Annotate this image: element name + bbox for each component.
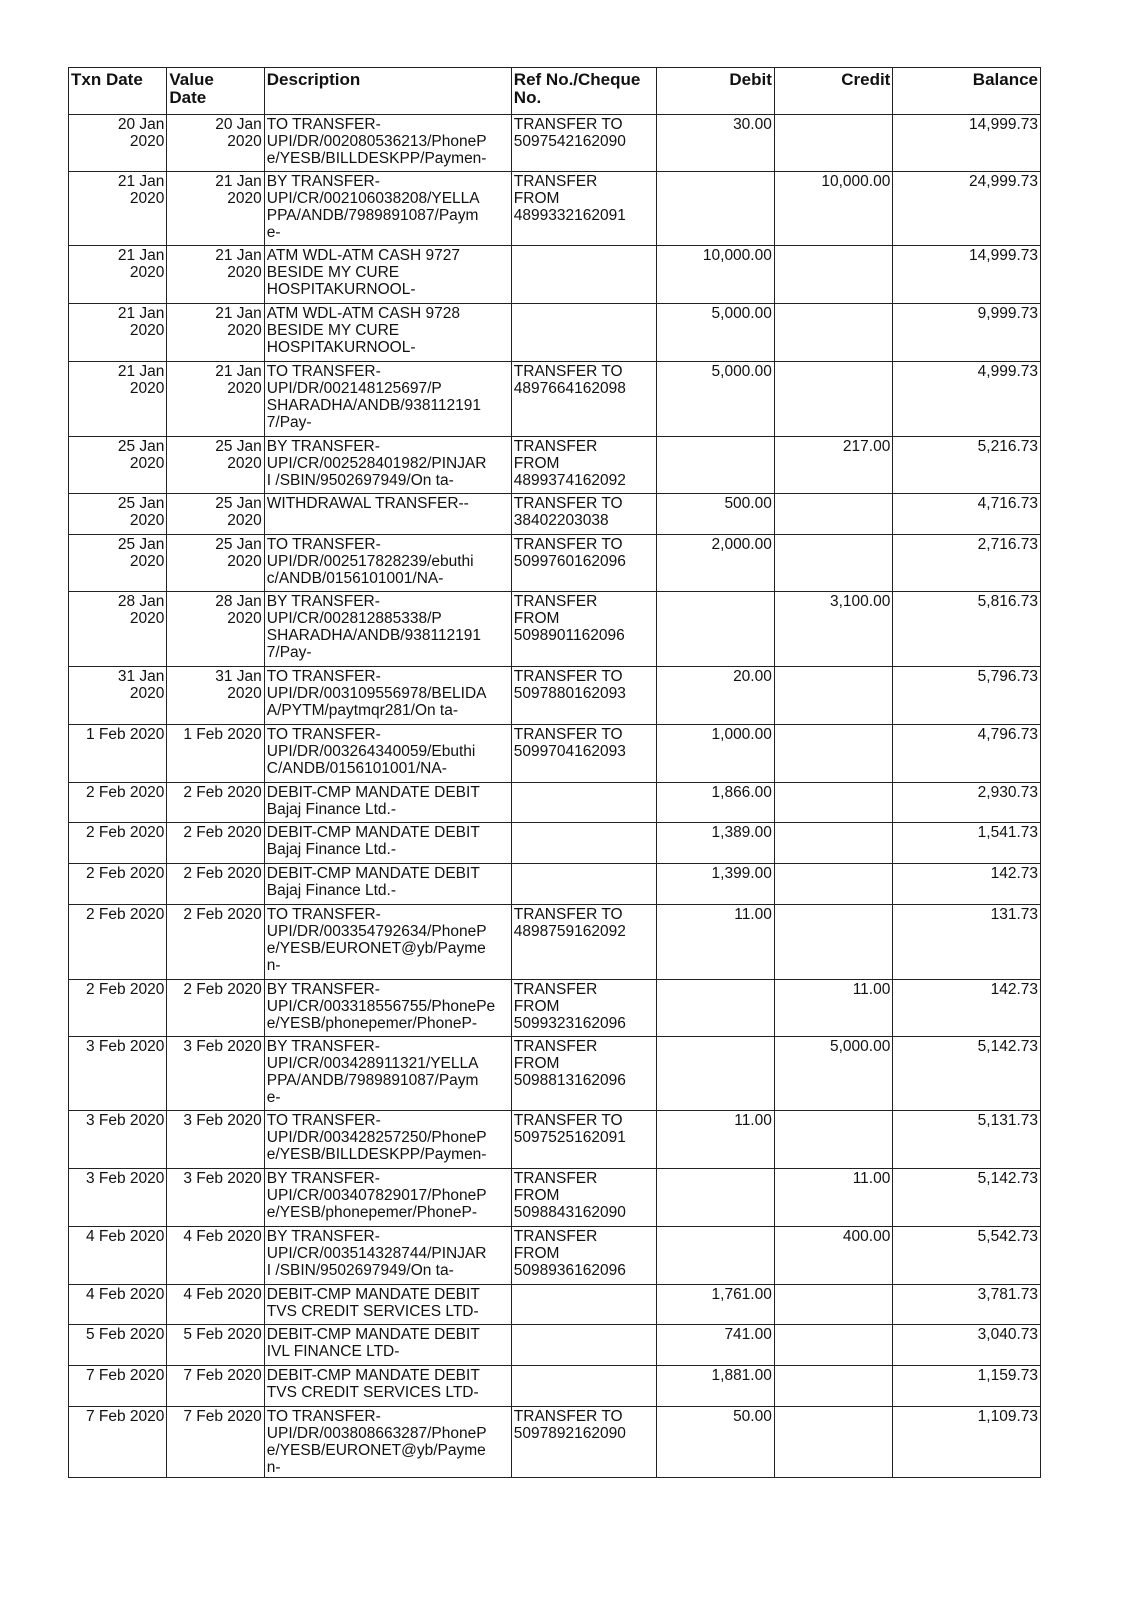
- value-date-cell: 2 Feb 2020: [167, 823, 264, 864]
- table-row: [69, 172, 1041, 246]
- credit-cell: [774, 494, 892, 535]
- balance-cell: 4,999.73: [893, 362, 1041, 437]
- credit-cell: [774, 362, 892, 437]
- value-date-cell: 28 Jan 2020: [167, 592, 264, 667]
- ref-no-cell: [511, 864, 657, 905]
- debit-cell: 11.00: [657, 905, 774, 980]
- debit-cell: 1,761.00: [657, 1285, 774, 1325]
- table-row: [69, 437, 1041, 494]
- balance-cell: 5,816.73: [893, 592, 1041, 667]
- header-description: Description: [264, 68, 511, 115]
- table-row: [69, 667, 1041, 725]
- value-date-cell: 21 Jan 2020: [167, 246, 264, 304]
- description-cell: DEBIT-CMP MANDATE DEBIT Bajaj Finance Ltd.-: [264, 864, 511, 905]
- table-row: [69, 783, 1041, 823]
- ref-no-cell: TRANSFER TO 4897664162098: [511, 362, 657, 437]
- debit-cell: [657, 1227, 774, 1285]
- value-date-cell: 4 Feb 2020: [167, 1285, 264, 1325]
- header-debit: Debit: [657, 68, 774, 115]
- credit-cell: 400.00: [774, 1227, 892, 1285]
- description-cell: BY TRANSFER- UPI/CR/003407829017/PhoneP e/YESB/phonepemer/PhoneP-: [264, 1169, 511, 1227]
- description-cell: WITHDRAWAL TRANSFER--: [264, 494, 511, 535]
- credit-cell: [774, 304, 892, 362]
- balance-cell: 14,999.73: [893, 246, 1041, 304]
- value-date-cell: 4 Feb 2020: [167, 1227, 264, 1285]
- txn-date-cell: 21 Jan 2020: [69, 362, 167, 437]
- table-row: [69, 864, 1041, 905]
- ref-no-cell: TRANSFER FROM 4899332162091: [511, 172, 657, 246]
- header-row: [69, 68, 1041, 115]
- txn-date-cell: 25 Jan 2020: [69, 535, 167, 592]
- txn-date-cell: 31 Jan 2020: [69, 667, 167, 725]
- table-row: [69, 725, 1041, 783]
- ref-no-cell: [511, 823, 657, 864]
- balance-cell: 5,131.73: [893, 1111, 1041, 1169]
- credit-cell: [774, 905, 892, 980]
- debit-cell: [657, 980, 774, 1037]
- balance-cell: 24,999.73: [893, 172, 1041, 246]
- description-cell: BY TRANSFER- UPI/CR/003514328744/PINJAR I /SBIN/9502697949/On ta-: [264, 1227, 511, 1285]
- value-date-cell: 21 Jan 2020: [167, 362, 264, 437]
- balance-cell: 3,040.73: [893, 1325, 1041, 1366]
- ref-no-cell: TRANSFER TO 38402203038: [511, 494, 657, 535]
- description-cell: TO TRANSFER- UPI/DR/003808663287/PhoneP e/YESB/EURONET@yb/Payme n-: [264, 1407, 511, 1478]
- value-date-cell: 2 Feb 2020: [167, 905, 264, 980]
- txn-date-cell: 21 Jan 2020: [69, 172, 167, 246]
- balance-cell: 14,999.73: [893, 115, 1041, 172]
- debit-cell: 10,000.00: [657, 246, 774, 304]
- ref-no-cell: [511, 783, 657, 823]
- value-date-cell: 31 Jan 2020: [167, 667, 264, 725]
- value-date-cell: 2 Feb 2020: [167, 864, 264, 905]
- value-date-cell: 25 Jan 2020: [167, 437, 264, 494]
- description-cell: BY TRANSFER- UPI/CR/003318556755/PhonePe e/YESB/phonepemer/PhoneP-: [264, 980, 511, 1037]
- credit-cell: [774, 823, 892, 864]
- debit-cell: 1,866.00: [657, 783, 774, 823]
- description-cell: DEBIT-CMP MANDATE DEBIT TVS CREDIT SERVICES LTD-: [264, 1285, 511, 1325]
- txn-date-cell: 25 Jan 2020: [69, 437, 167, 494]
- description-cell: ATM WDL-ATM CASH 9728 BESIDE MY CURE HOSPITAKURNOOL-: [264, 304, 511, 362]
- ref-no-cell: TRANSFER TO 5097892162090: [511, 1407, 657, 1478]
- value-date-cell: 2 Feb 2020: [167, 980, 264, 1037]
- header-balance: Balance: [893, 68, 1041, 115]
- header-value-date: Value Date: [167, 68, 264, 115]
- balance-cell: 5,542.73: [893, 1227, 1041, 1285]
- debit-cell: 500.00: [657, 494, 774, 535]
- value-date-cell: 5 Feb 2020: [167, 1325, 264, 1366]
- header-txn-date: Txn Date: [69, 68, 167, 115]
- table-row: [69, 1111, 1041, 1169]
- ref-no-cell: TRANSFER FROM 5098936162096: [511, 1227, 657, 1285]
- credit-cell: [774, 667, 892, 725]
- table-row: [69, 362, 1041, 437]
- description-cell: TO TRANSFER- UPI/DR/002080536213/PhoneP e/YESB/BILLDESKPP/Paymen-: [264, 115, 511, 172]
- debit-cell: 50.00: [657, 1407, 774, 1478]
- table-row: [69, 115, 1041, 172]
- debit-cell: 11.00: [657, 1111, 774, 1169]
- txn-date-cell: 4 Feb 2020: [69, 1285, 167, 1325]
- table-row: [69, 304, 1041, 362]
- debit-cell: [657, 1037, 774, 1111]
- balance-cell: 142.73: [893, 864, 1041, 905]
- balance-cell: 1,109.73: [893, 1407, 1041, 1478]
- balance-cell: 4,716.73: [893, 494, 1041, 535]
- debit-cell: 1,399.00: [657, 864, 774, 905]
- ref-no-cell: [511, 1325, 657, 1366]
- debit-cell: [657, 437, 774, 494]
- debit-cell: 2,000.00: [657, 535, 774, 592]
- credit-cell: [774, 1407, 892, 1478]
- value-date-cell: 2 Feb 2020: [167, 783, 264, 823]
- description-cell: DEBIT-CMP MANDATE DEBIT TVS CREDIT SERVICES LTD-: [264, 1366, 511, 1407]
- statement-body: [69, 115, 1041, 1478]
- balance-cell: 131.73: [893, 905, 1041, 980]
- txn-date-cell: 28 Jan 2020: [69, 592, 167, 667]
- credit-cell: 11.00: [774, 980, 892, 1037]
- ref-no-cell: TRANSFER TO 5099704162093: [511, 725, 657, 783]
- balance-cell: 2,716.73: [893, 535, 1041, 592]
- description-cell: DEBIT-CMP MANDATE DEBIT Bajaj Finance Ltd.-: [264, 783, 511, 823]
- value-date-cell: 25 Jan 2020: [167, 494, 264, 535]
- description-cell: TO TRANSFER- UPI/DR/003428257250/PhoneP e/YESB/BILLDESKPP/Paymen-: [264, 1111, 511, 1169]
- description-cell: TO TRANSFER- UPI/DR/003109556978/BELIDA A/PYTM/paytmqr281/On ta-: [264, 667, 511, 725]
- table-row: [69, 905, 1041, 980]
- table-row: [69, 246, 1041, 304]
- table-row: [69, 1285, 1041, 1325]
- credit-cell: [774, 783, 892, 823]
- txn-date-cell: 3 Feb 2020: [69, 1037, 167, 1111]
- description-cell: TO TRANSFER- UPI/DR/003354792634/PhoneP e/YESB/EURONET@yb/Payme n-: [264, 905, 511, 980]
- txn-date-cell: 3 Feb 2020: [69, 1169, 167, 1227]
- ref-no-cell: TRANSFER FROM 4899374162092: [511, 437, 657, 494]
- table-row: [69, 823, 1041, 864]
- value-date-cell: 3 Feb 2020: [167, 1169, 264, 1227]
- value-date-cell: 21 Jan 2020: [167, 304, 264, 362]
- ref-no-cell: TRANSFER TO 5097880162093: [511, 667, 657, 725]
- txn-date-cell: 7 Feb 2020: [69, 1366, 167, 1407]
- credit-cell: [774, 115, 892, 172]
- credit-cell: 5,000.00: [774, 1037, 892, 1111]
- table-row: [69, 592, 1041, 667]
- description-cell: BY TRANSFER- UPI/CR/002528401982/PINJAR I /SBIN/9502697949/On ta-: [264, 437, 511, 494]
- credit-cell: [774, 1285, 892, 1325]
- credit-cell: [774, 246, 892, 304]
- ref-no-cell: TRANSFER FROM 5099323162096: [511, 980, 657, 1037]
- credit-cell: [774, 1366, 892, 1407]
- balance-cell: 9,999.73: [893, 304, 1041, 362]
- debit-cell: 5,000.00: [657, 362, 774, 437]
- balance-cell: 1,159.73: [893, 1366, 1041, 1407]
- balance-cell: 3,781.73: [893, 1285, 1041, 1325]
- balance-cell: 5,216.73: [893, 437, 1041, 494]
- txn-date-cell: 2 Feb 2020: [69, 864, 167, 905]
- value-date-cell: 3 Feb 2020: [167, 1111, 264, 1169]
- txn-date-cell: 3 Feb 2020: [69, 1111, 167, 1169]
- description-cell: DEBIT-CMP MANDATE DEBIT IVL FINANCE LTD-: [264, 1325, 511, 1366]
- txn-date-cell: 25 Jan 2020: [69, 494, 167, 535]
- ref-no-cell: TRANSFER FROM 5098813162096: [511, 1037, 657, 1111]
- debit-cell: 30.00: [657, 115, 774, 172]
- txn-date-cell: 2 Feb 2020: [69, 783, 167, 823]
- debit-cell: [657, 592, 774, 667]
- txn-date-cell: 7 Feb 2020: [69, 1407, 167, 1478]
- debit-cell: 20.00: [657, 667, 774, 725]
- credit-cell: [774, 864, 892, 905]
- debit-cell: 5,000.00: [657, 304, 774, 362]
- statement-table: [68, 67, 1041, 1478]
- ref-no-cell: TRANSFER FROM 5098901162096: [511, 592, 657, 667]
- credit-cell: 11.00: [774, 1169, 892, 1227]
- ref-no-cell: [511, 304, 657, 362]
- debit-cell: 1,000.00: [657, 725, 774, 783]
- credit-cell: [774, 535, 892, 592]
- ref-no-cell: TRANSFER TO 5097542162090: [511, 115, 657, 172]
- debit-cell: [657, 172, 774, 246]
- description-cell: ATM WDL-ATM CASH 9727 BESIDE MY CURE HOSPITAKURNOOL-: [264, 246, 511, 304]
- txn-date-cell: 4 Feb 2020: [69, 1227, 167, 1285]
- balance-cell: 2,930.73: [893, 783, 1041, 823]
- credit-cell: 10,000.00: [774, 172, 892, 246]
- ref-no-cell: [511, 1285, 657, 1325]
- balance-cell: 5,796.73: [893, 667, 1041, 725]
- ref-no-cell: TRANSFER TO 5099760162096: [511, 535, 657, 592]
- debit-cell: 1,389.00: [657, 823, 774, 864]
- balance-cell: 5,142.73: [893, 1037, 1041, 1111]
- credit-cell: 3,100.00: [774, 592, 892, 667]
- debit-cell: 1,881.00: [657, 1366, 774, 1407]
- ref-no-cell: [511, 1366, 657, 1407]
- credit-cell: [774, 725, 892, 783]
- table-row: [69, 1227, 1041, 1285]
- value-date-cell: 21 Jan 2020: [167, 172, 264, 246]
- ref-no-cell: TRANSFER TO 5097525162091: [511, 1111, 657, 1169]
- table-row: [69, 1325, 1041, 1366]
- value-date-cell: 7 Feb 2020: [167, 1407, 264, 1478]
- value-date-cell: 3 Feb 2020: [167, 1037, 264, 1111]
- table-row: [69, 535, 1041, 592]
- description-cell: BY TRANSFER- UPI/CR/002106038208/YELLA PPA/ANDB/7989891087/Paym e-: [264, 172, 511, 246]
- txn-date-cell: 2 Feb 2020: [69, 823, 167, 864]
- header-ref-no: Ref No./Cheque No.: [511, 68, 657, 115]
- debit-cell: [657, 1169, 774, 1227]
- ref-no-cell: [511, 246, 657, 304]
- description-cell: TO TRANSFER- UPI/DR/002517828239/ebuthi c/ANDB/0156101001/NA-: [264, 535, 511, 592]
- header-credit: Credit: [774, 68, 892, 115]
- balance-cell: 4,796.73: [893, 725, 1041, 783]
- description-cell: TO TRANSFER- UPI/DR/003264340059/Ebuthi C/ANDB/0156101001/NA-: [264, 725, 511, 783]
- txn-date-cell: 20 Jan 2020: [69, 115, 167, 172]
- credit-cell: 217.00: [774, 437, 892, 494]
- table-row: [69, 1366, 1041, 1407]
- value-date-cell: 7 Feb 2020: [167, 1366, 264, 1407]
- debit-cell: 741.00: [657, 1325, 774, 1366]
- table-row: [69, 980, 1041, 1037]
- txn-date-cell: 21 Jan 2020: [69, 304, 167, 362]
- txn-date-cell: 2 Feb 2020: [69, 905, 167, 980]
- balance-cell: 1,541.73: [893, 823, 1041, 864]
- description-cell: DEBIT-CMP MANDATE DEBIT Bajaj Finance Ltd.-: [264, 823, 511, 864]
- description-cell: BY TRANSFER- UPI/CR/002812885338/P SHARADHA/ANDB/938112191 7/Pay-: [264, 592, 511, 667]
- txn-date-cell: 2 Feb 2020: [69, 980, 167, 1037]
- ref-no-cell: TRANSFER FROM 5098843162090: [511, 1169, 657, 1227]
- txn-date-cell: 21 Jan 2020: [69, 246, 167, 304]
- credit-cell: [774, 1111, 892, 1169]
- table-row: [69, 1169, 1041, 1227]
- value-date-cell: 1 Feb 2020: [167, 725, 264, 783]
- credit-cell: [774, 1325, 892, 1366]
- txn-date-cell: 1 Feb 2020: [69, 725, 167, 783]
- balance-cell: 142.73: [893, 980, 1041, 1037]
- table-row: [69, 494, 1041, 535]
- table-row: [69, 1407, 1041, 1478]
- balance-cell: 5,142.73: [893, 1169, 1041, 1227]
- description-cell: TO TRANSFER- UPI/DR/002148125697/P SHARADHA/ANDB/938112191 7/Pay-: [264, 362, 511, 437]
- ref-no-cell: TRANSFER TO 4898759162092: [511, 905, 657, 980]
- value-date-cell: 20 Jan 2020: [167, 115, 264, 172]
- description-cell: BY TRANSFER- UPI/CR/003428911321/YELLA PPA/ANDB/7989891087/Paym e-: [264, 1037, 511, 1111]
- table-row: [69, 1037, 1041, 1111]
- value-date-cell: 25 Jan 2020: [167, 535, 264, 592]
- txn-date-cell: 5 Feb 2020: [69, 1325, 167, 1366]
